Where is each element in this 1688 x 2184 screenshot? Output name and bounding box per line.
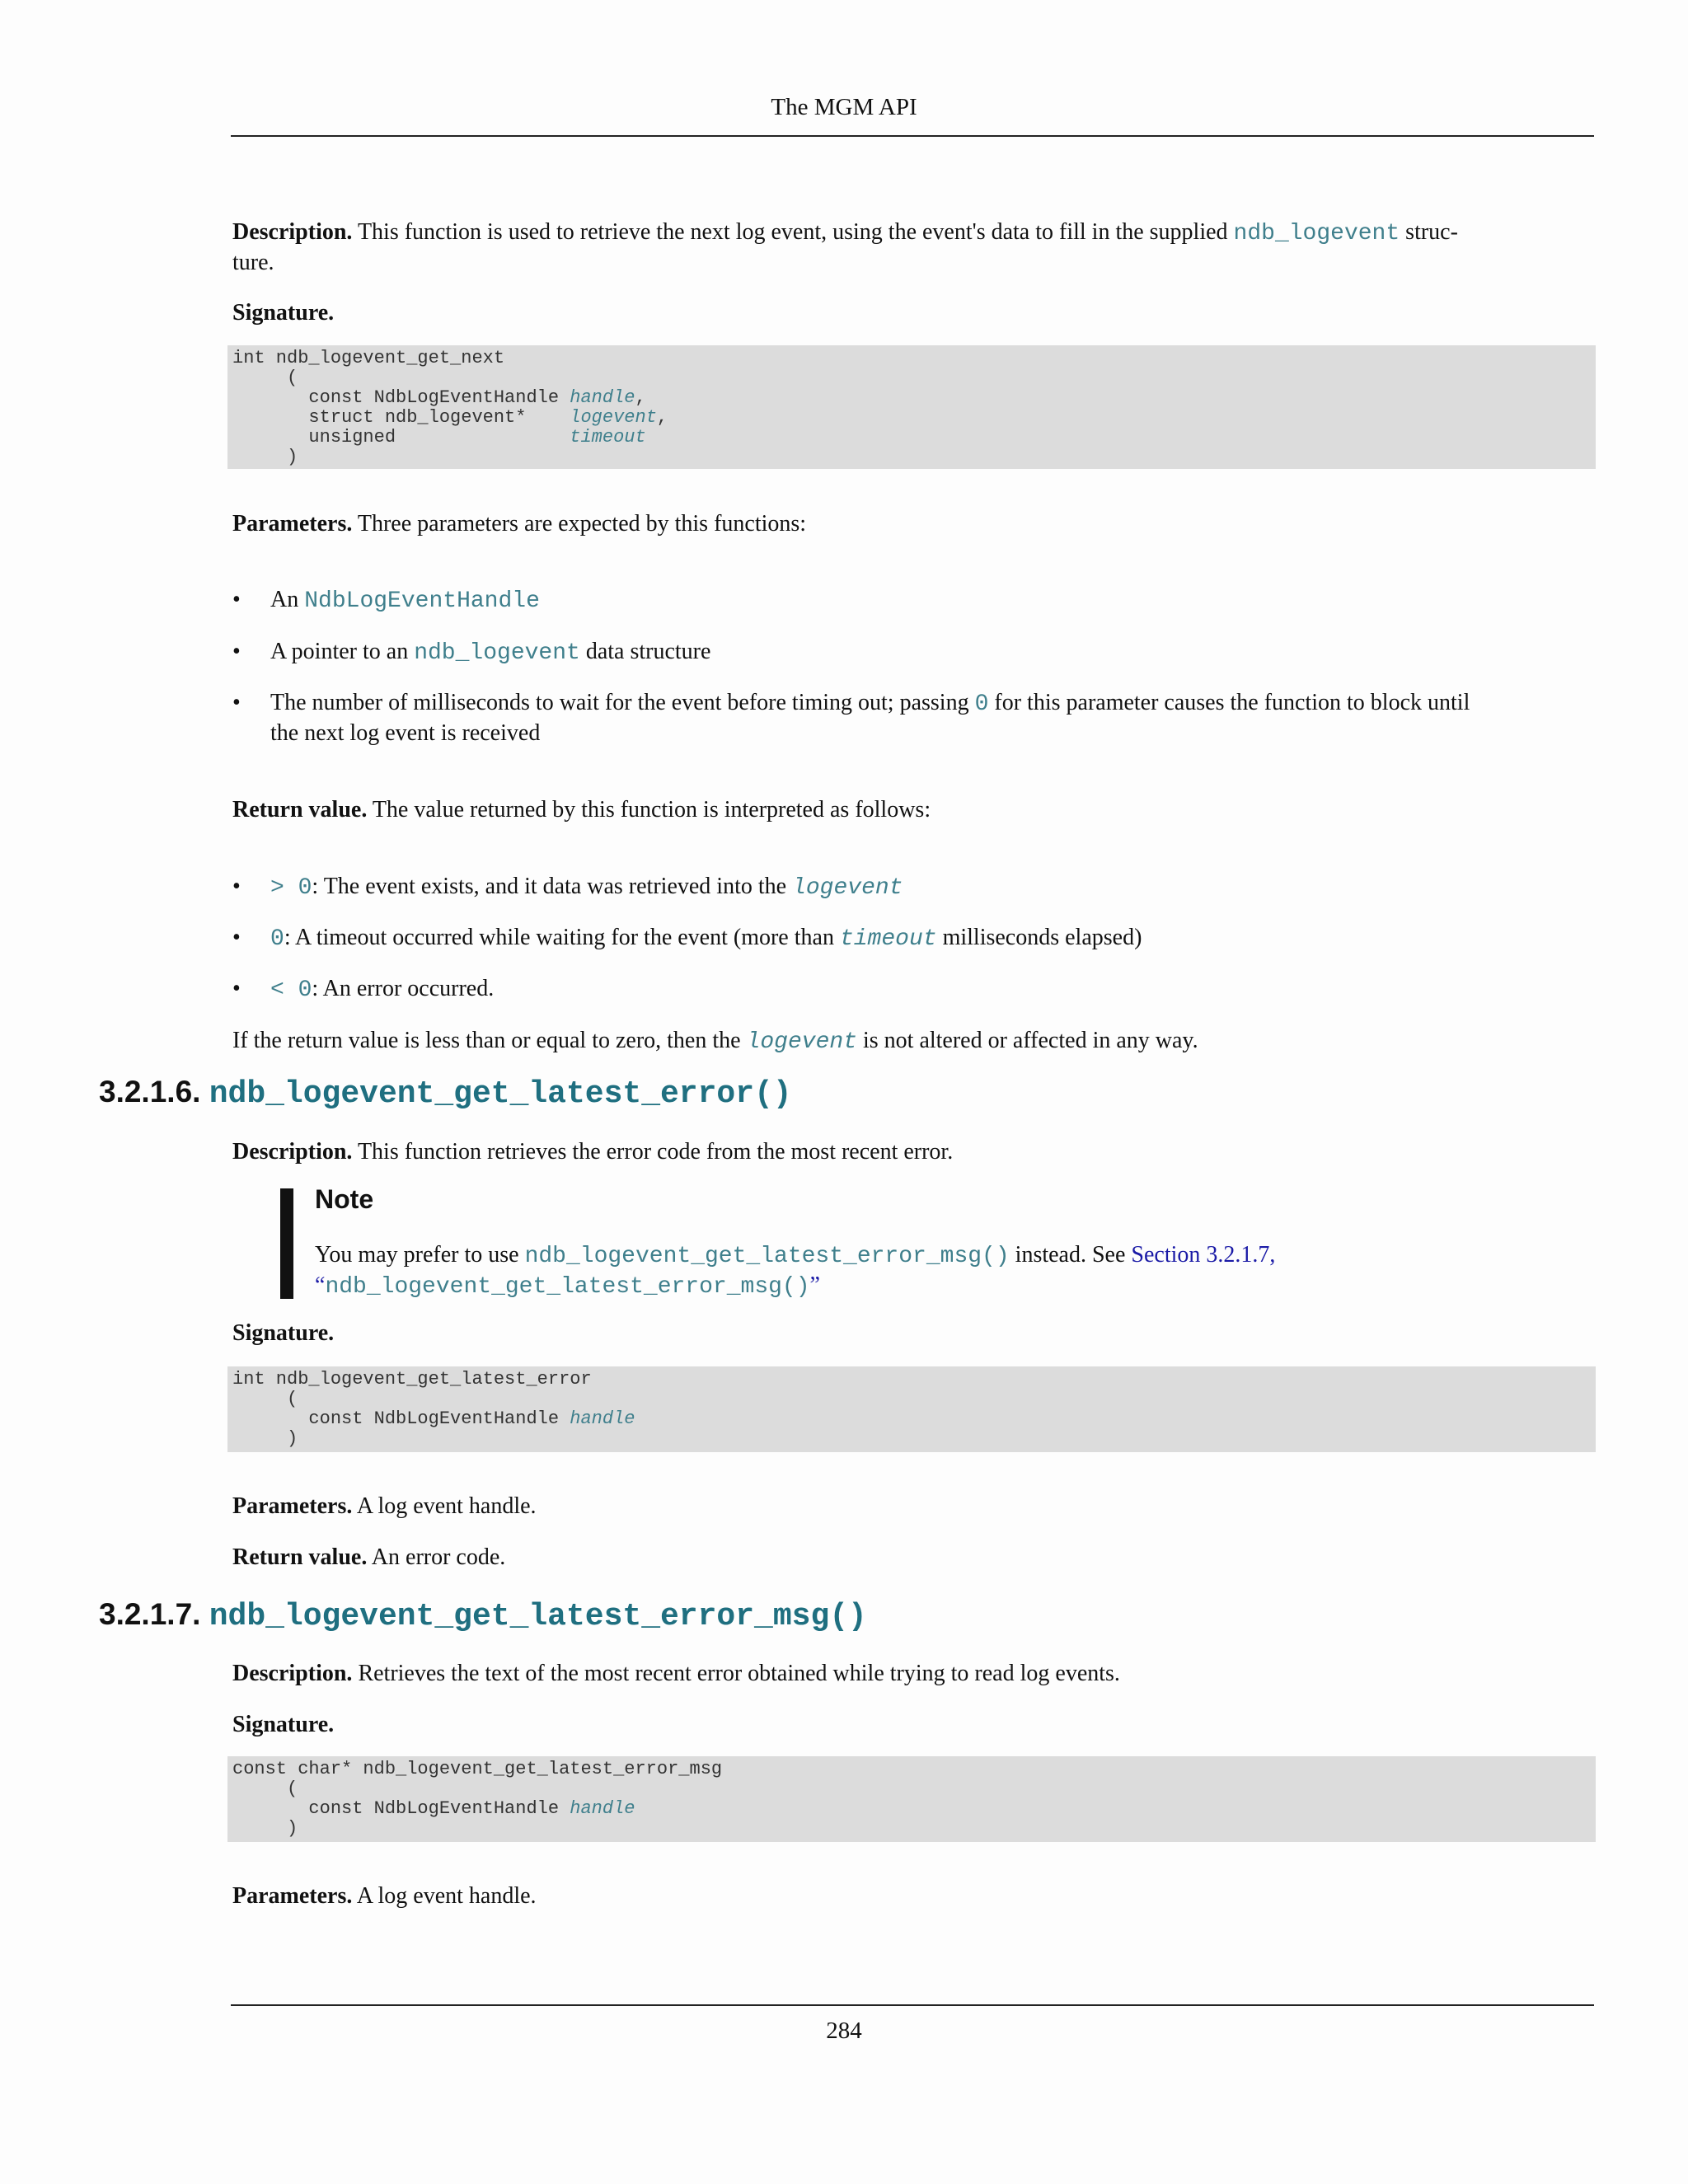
- latest-error-signature-code: [227, 1366, 1596, 1452]
- signature-label: Signature.: [232, 1320, 335, 1346]
- code-line: struct ndb_logevent*: [232, 407, 570, 428]
- code-line: int ndb_logevent_get_latest_error: [232, 1369, 592, 1390]
- code-arg-timeout: timeout: [570, 427, 646, 448]
- return-code: < 0: [270, 977, 312, 1003]
- parameters-text: A log event handle.: [356, 1883, 537, 1909]
- bullet: •: [232, 925, 241, 950]
- return-code: 0: [270, 926, 284, 952]
- bullet: •: [232, 874, 241, 899]
- code-arg-handle: handle: [570, 1798, 635, 1819]
- latest-error-return-value: [232, 1543, 1592, 1572]
- section-heading-3-2-1-6: [99, 1073, 792, 1114]
- page-header: The MGM API: [771, 94, 917, 120]
- description-text: Retrieves the text of the most recent error obtained while trying to read log events.: [358, 1661, 1120, 1686]
- code-line: const NdbLogEventHandle: [232, 387, 570, 408]
- section-link-title[interactable]: “ndb_logevent_get_latest_error_msg()”: [315, 1272, 820, 1300]
- code-line: const NdbLogEventHandle: [232, 1798, 570, 1819]
- description-text-cont: struc-: [1405, 219, 1458, 245]
- footer-rule: [231, 2004, 1594, 2006]
- section-heading-3-2-1-7: [99, 1596, 867, 1637]
- timeout-ref: timeout: [839, 926, 937, 952]
- parameters-text: A log event handle.: [356, 1493, 537, 1519]
- code-line: int ndb_logevent_get_next: [232, 348, 505, 368]
- code-arg-handle: handle: [570, 1408, 635, 1429]
- return-value-text: The value returned by this function is interpreted as follows:: [372, 797, 931, 823]
- parameters-label: Parameters.: [232, 511, 353, 537]
- signature-label: Signature.: [232, 1712, 335, 1737]
- description-text: This function retrieves the error code from the most recent error.: [357, 1139, 954, 1165]
- get-next-description: [232, 218, 1592, 277]
- description-label: Description.: [232, 219, 353, 245]
- code-line: (: [232, 1779, 298, 1799]
- get-next-final-note: If the return value is less than or equal to zero, then the logevent is not altered or affected in any way.: [232, 1028, 1198, 1055]
- description-text: This function is used to retrieve the next log event, using the event's data to fill in the supplied: [357, 219, 1228, 245]
- latest-error-msg-ref[interactable]: ndb_logevent_get_latest_error_msg(): [524, 1244, 1010, 1269]
- note-body: You may prefer to use ndb_logevent_get_latest_error_msg() instead. See Section 3.2.1.7, “ndb_logevent_get_latest_error_msg()”: [315, 1242, 1276, 1300]
- logevent-ref: logevent: [746, 1029, 857, 1055]
- header-rule: [231, 135, 1594, 137]
- parameters-label: Parameters.: [232, 1493, 353, 1519]
- latest-error-msg-signature-code: [227, 1756, 1596, 1842]
- zero-literal: 0: [974, 691, 989, 717]
- bullet: •: [232, 690, 241, 715]
- note-title: Note: [315, 1184, 374, 1214]
- code-line: ): [232, 1428, 298, 1449]
- code-line: const char* ndb_logevent_get_latest_error_msg: [232, 1759, 723, 1779]
- get-next-return-value: [232, 795, 1592, 824]
- bullet: •: [232, 976, 241, 1001]
- code-line: ): [232, 1818, 298, 1839]
- note-bar: [280, 1188, 293, 1299]
- page-number: 284: [826, 2018, 862, 2044]
- description-label: Description.: [232, 1139, 353, 1165]
- code-line: ): [232, 447, 298, 467]
- code-arg-handle: handle: [570, 387, 635, 408]
- return-value-label: Return value.: [232, 797, 368, 823]
- return-value-label: Return value.: [232, 1544, 368, 1570]
- signature-label: Signature.: [232, 300, 335, 326]
- get-next-signature-code: int ndb_logevent_get_next ( const NdbLogEventHandle handle, struct ndb_logevent* logevent, unsigned timeout ): [227, 345, 1596, 469]
- code-arg-logevent: logevent: [570, 407, 657, 428]
- section-number: 3.2.1.6.: [99, 1075, 201, 1108]
- section-number: 3.2.1.7.: [99, 1597, 201, 1631]
- code-line: unsigned: [232, 427, 570, 448]
- bullet: •: [232, 639, 241, 664]
- latest-error-parameters: [232, 1492, 1592, 1521]
- section-function-name: ndb_logevent_get_latest_error(): [209, 1076, 792, 1112]
- code-line: (: [232, 368, 298, 388]
- parameters-text: Three parameters are expected by this functions:: [357, 511, 807, 537]
- ndb-logevent-ref[interactable]: ndb_logevent: [1233, 221, 1400, 246]
- ndblogeventhandle-ref[interactable]: NdbLogEventHandle: [304, 588, 540, 614]
- latest-error-msg-parameters: [232, 1882, 1592, 1910]
- latest-error-msg-description: [232, 1659, 1592, 1688]
- section-link[interactable]: Section 3.2.1.7,: [1131, 1242, 1276, 1268]
- parameters-label: Parameters.: [232, 1883, 353, 1909]
- return-value-text: An error code.: [371, 1544, 506, 1570]
- latest-error-description: [232, 1137, 1592, 1166]
- get-next-parameters: [232, 509, 1592, 538]
- ndb-logevent-ref[interactable]: ndb_logevent: [414, 640, 580, 666]
- logevent-ref: logevent: [792, 875, 903, 901]
- description-text-end: ture.: [232, 250, 274, 275]
- section-function-name: ndb_logevent_get_latest_error_msg(): [209, 1599, 867, 1634]
- code-line: const NdbLogEventHandle: [232, 1408, 570, 1429]
- description-label: Description.: [232, 1661, 353, 1686]
- bullet: •: [232, 587, 241, 612]
- return-code: > 0: [270, 875, 312, 901]
- code-line: (: [232, 1389, 298, 1409]
